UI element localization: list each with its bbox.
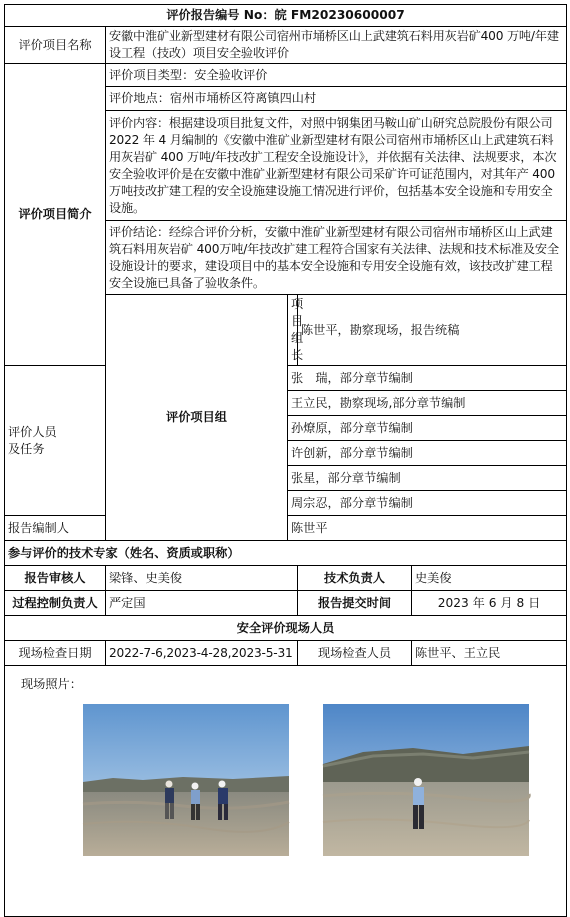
project-intro-label: 评价项目简介	[5, 64, 106, 366]
project-conclusion: 评价结论：经综合评价分析，安徽中淮矿业新型建材有限公司宿州市埇桥区山上武建筑石料用灰岩矿 400万吨/年技改扩建工程符合国家有关法律、法规和技术标准及安全设施设计的要求，建设项目中的基本安全设施和专用安全设施有效，该技改扩建工程安全设施已具备了验收条件。	[106, 221, 567, 295]
submit-time-label: 报告提交时间	[298, 591, 412, 616]
report-compiler-label: 报告编制人	[5, 516, 106, 541]
project-name-value: 安徽中淮矿业新型建材有限公司宿州市埇桥区山上武建筑石料用灰岩矿400 万吨/年建设工程（技改）项目安全验收评价	[106, 27, 567, 64]
team-member-3: 孙燎原，部分章节编制	[288, 416, 567, 441]
site-photo-2	[323, 704, 529, 856]
process-control-value: 严定国	[106, 591, 298, 616]
project-team-label: 评价项目组	[106, 295, 288, 541]
process-control-label: 过程控制负责人	[5, 591, 106, 616]
report-number-header: 评价报告编号 No：皖 FM20230600007	[5, 5, 567, 27]
project-name-label: 评价项目名称	[5, 27, 106, 64]
tech-lead-value: 史美俊	[412, 566, 567, 591]
inspection-date-label: 现场检查日期	[5, 641, 106, 666]
inspection-staff-value: 陈世平、王立民	[412, 641, 567, 666]
report-compiler-value: 陈世平	[288, 516, 567, 541]
site-photo-1	[83, 704, 289, 856]
team-leader-label: 项目组长	[288, 295, 298, 366]
site-photos-cell	[5, 666, 567, 917]
team-member-4: 许创新，部分章节编制	[288, 441, 567, 466]
project-content: 评价内容：根据建设项目批复文件，对照中钢集团马鞍山矿山研究总院股份有限公司 2022 年 4 月编制的《安徽中淮矿业新型建材有限公司宿州市埇桥区山上武建筑石料用灰岩矿 400 万吨/年技改扩工程安全设施设计》，并依据有关法律、法规要求，本次安全验收评价是在安徽中淮矿业新型建材有限公司采矿许可证范围内，对其年产 400 万吨技改扩建工程的安全设施建设施工情况进行评价，包括基本安全设施和专用安全设施。	[106, 111, 567, 221]
tech-lead-label: 技术负责人	[298, 566, 412, 591]
team-member-5: 张星，部分章节编制	[288, 466, 567, 491]
team-member-1: 张 瑞，部分章节编制	[288, 366, 567, 391]
evaluation-report-table	[4, 4, 567, 917]
site-staff-title: 安全评价现场人员	[5, 616, 567, 641]
project-type: 评价项目类型：安全验收评价	[106, 64, 567, 87]
team-leader-value: 陈世平，勘察现场，报告统稿	[298, 295, 567, 366]
site-photos-label: 现场照片：	[21, 677, 82, 691]
team-member-2: 王立民，勘察现场,部分章节编制	[288, 391, 567, 416]
team-member-6: 周宗忍，部分章节编制	[288, 491, 567, 516]
project-location: 评价地点：宿州市埇桥区符离镇四山村	[106, 87, 567, 111]
inspection-staff-label: 现场检查人员	[298, 641, 412, 666]
inspection-date-value: 2022-7-6,2023-4-28,2023-5-31	[106, 641, 298, 666]
reviewer-label: 报告审核人	[5, 566, 106, 591]
submit-time-value: 2023 年 6 月 8 日	[412, 591, 567, 616]
site-photos	[13, 672, 558, 897]
tech-experts-label: 参与评价的技术专家（姓名、资质或职称）	[5, 541, 567, 566]
team-members-label	[5, 366, 106, 516]
team-members-label-line1: 评价人员	[8, 424, 57, 439]
reviewer-value: 梁锋、史美俊	[106, 566, 298, 591]
team-members-label-line2: 及任务	[8, 441, 45, 456]
